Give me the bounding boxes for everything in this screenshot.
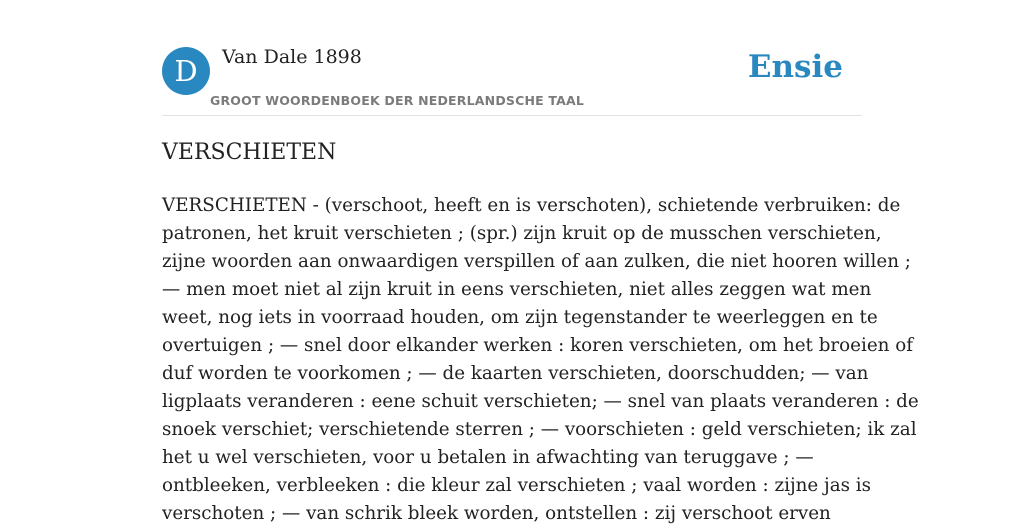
entry-line: ligplaats veranderen : eene schuit verschieten; — snel van plaats veranderen : de <box>162 391 919 412</box>
entry-line: zijne woorden aan onwaardigen verspillen of aan zulken, die niet hooren willen ; <box>162 251 911 272</box>
entry-line: snoek verschiet; verschietende sterren ; — voorschieten : geld verschieten; ik zal <box>162 419 917 440</box>
entry-line: overtuigen ; — snel door elkander werken : koren verschieten, om het broeien of <box>162 335 913 356</box>
entry-body <box>162 192 919 528</box>
source-subtitle: GROOT WOORDENBOEK DER NEDERLANDSCHE TAAL <box>210 93 585 108</box>
entry-line: weet, nog iets in voorraad houden, om zijn tegenstander te weerleggen en te <box>162 307 878 328</box>
source-title[interactable]: Van Dale 1898 <box>222 46 362 68</box>
entry-line: verschoten ; — van schrik bleek worden, ontstellen : zij verschoot erven <box>162 503 831 524</box>
source-logo[interactable]: D <box>162 47 210 95</box>
entry-line: ontbleeken, verbleeken : die kleur zal verschieten ; vaal worden : zijne jas is <box>162 475 872 496</box>
entry-line: duf worden te voorkomen ; — de kaarten verschieten, doorschudden; — van <box>162 363 869 384</box>
entry-line: het u wel verschieten, voor u betalen in afwachting van teruggave ; — <box>162 447 814 468</box>
header <box>162 44 862 116</box>
entry-line: VERSCHIETEN - (verschoot, heeft en is verschoten), schietende verbruiken: de <box>162 195 901 216</box>
entry-line: patronen, het kruit verschieten ; (spr.) zijn kruit op de musschen verschieten, <box>162 223 882 244</box>
brand-logo-link[interactable]: Ensie <box>747 49 843 85</box>
entry-line: — men moet niet al zijn kruit in eens verschieten, niet alles zeggen wat men <box>162 279 872 300</box>
entry-title: VERSCHIETEN <box>162 140 337 165</box>
